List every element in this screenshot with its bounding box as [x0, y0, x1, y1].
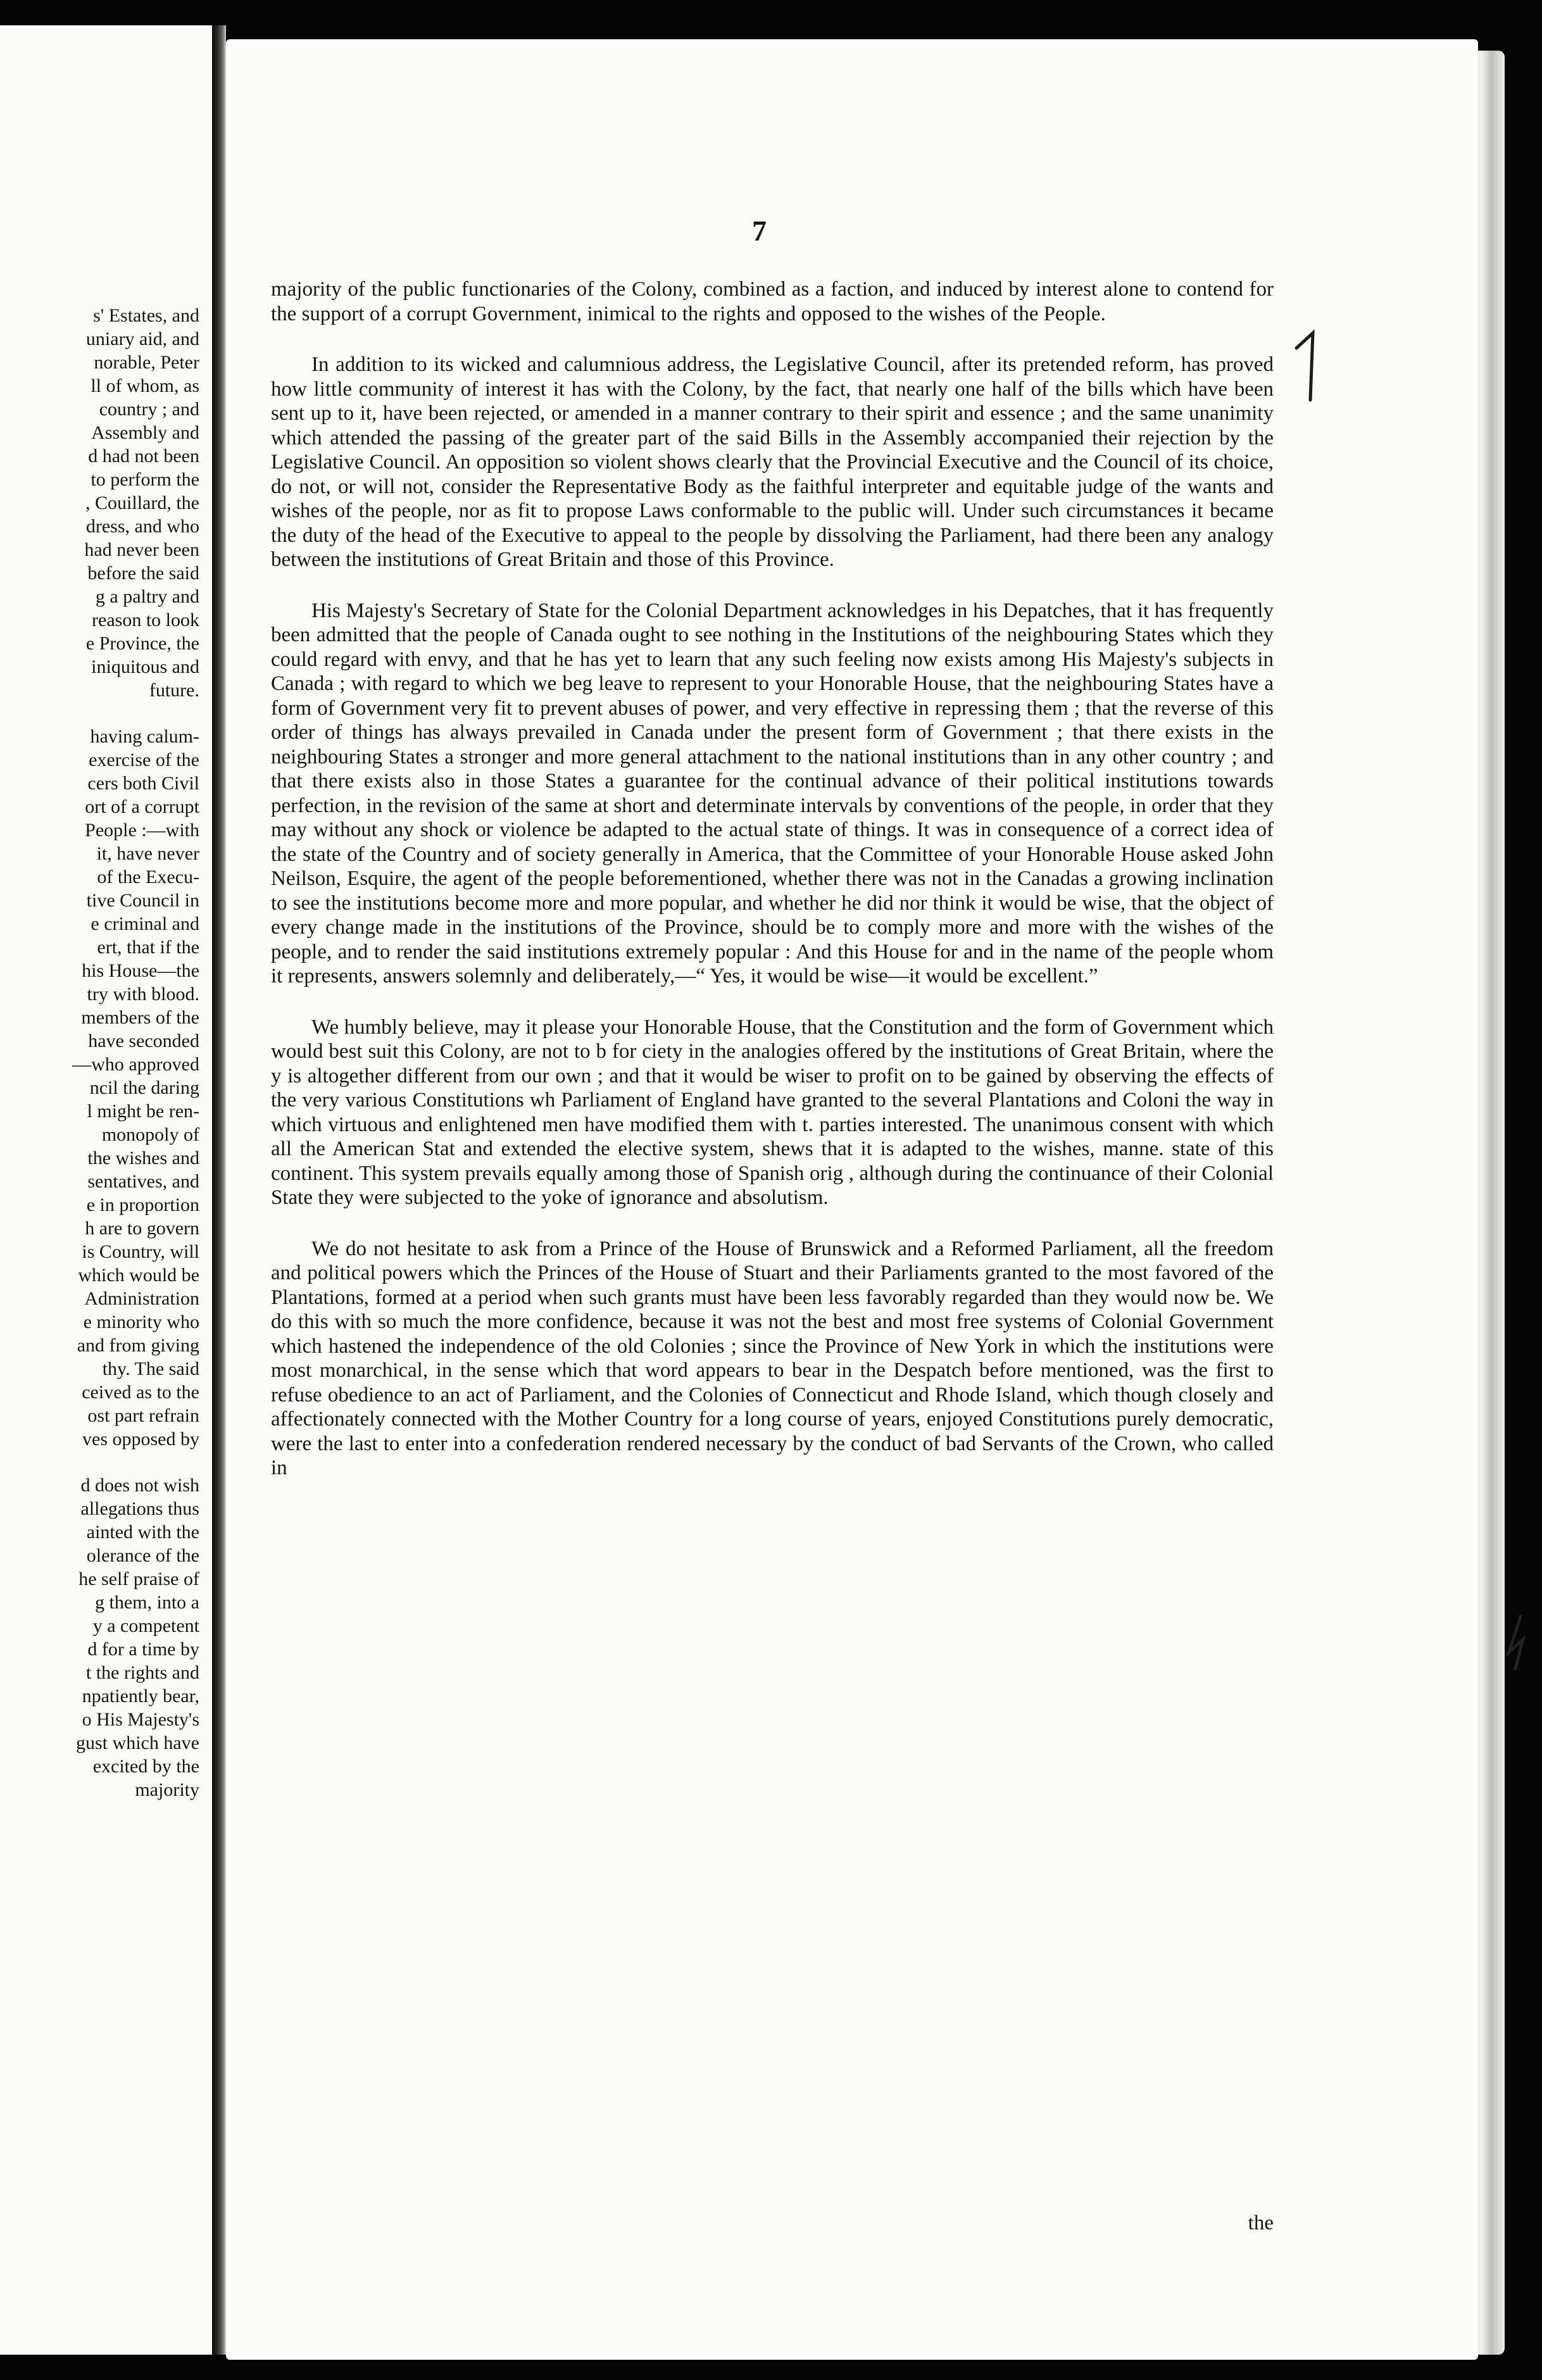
facing-page-line: before the said	[87, 563, 199, 584]
facing-page-line: y a competent	[92, 1615, 199, 1636]
facing-page-line: tive Council in	[86, 890, 199, 911]
facing-page-line: reason to look	[92, 610, 199, 630]
page-number: 7	[752, 215, 767, 247]
facing-page-line: ll of whom, as	[91, 375, 199, 396]
facing-page-line: ert, that if the	[97, 937, 199, 958]
facing-page-line: ost part refrain	[87, 1405, 199, 1426]
paragraph: His Majesty's Secretary of State for the Colonial Department acknowledges in his Depatches, that it has frequently been admitted that the people of Canada ought to see nothing in the Institutions of the neighbouring States which they could regard with envy, and that he has yet to learn that any such feeling now exists among His Majesty's subjects in Canada ; with regard to which we beg leave to represent to your Honorable House, that the neighbouring States have a form of Government very fit to prevent abuses of power, and very effective in repressing them ; that the reverse of this order of things has always prevailed in Canada under the present form of Government ; that there exists in the neighbouring States a stronger and more general attachment to the national institutions than in any other country ; and that there exists also in those States a guarantee for the continual advance of their political institutions towards perfection, in the revision of the same at short and determinate intervals by conventions of the people, in order that they may without any shock or violence be adapted to the actual state of things. It was in consequence of a correct idea of the state of the Country and of society generally in America, that the Committee of your Honorable House asked John Neilson, Esquire, the agent of the people beforementioned, whether there was not in the Canadas a growing inclination to see the institutions become more and more popular, and whether he did nor think it would be wise, that the object of every change made in the institutions of the Province, should be to comply more and more with the wishes of the people, and to render the said institutions extremely popular : And this House for and in the name of the people whom it represents, answers solemnly and deliberately,—“ Yes, it would be wise—it would be excellent.”	[271, 599, 1274, 987]
facing-page-line: monopoly of	[101, 1124, 199, 1145]
facing-page-line: ncil the daring	[89, 1077, 199, 1098]
facing-page-line: d for a time by	[87, 1639, 199, 1660]
facing-page-line: having calum-	[90, 726, 199, 747]
facing-page-line: thy. The said	[102, 1358, 199, 1379]
facing-page-line: d had not been	[88, 446, 199, 467]
facing-page-line: gust which have	[76, 1732, 199, 1753]
facing-page-line: d does not wish	[80, 1475, 199, 1496]
facing-page-line: he self praise of	[78, 1569, 199, 1589]
facing-page-line: uniary aid, and	[85, 329, 199, 349]
facing-page-line: —who approved	[72, 1054, 199, 1075]
facing-page-line: which would be	[78, 1265, 199, 1286]
facing-page-line: e Province, the	[85, 633, 199, 654]
facing-page-line: npatiently bear,	[82, 1686, 199, 1707]
facing-page-line: ainted with the	[86, 1522, 199, 1543]
facing-page-line: People :—with	[85, 820, 199, 841]
facing-page-gap	[0, 1451, 199, 1474]
facing-page-line: sentatives, and	[87, 1171, 199, 1192]
facing-page-line: o His Majesty's	[82, 1709, 199, 1730]
body-text	[271, 277, 1274, 1481]
facing-page-line: h are to govern	[85, 1218, 199, 1239]
facing-page-line: is Country, will	[82, 1241, 199, 1262]
facing-page-line: norable, Peter	[94, 352, 199, 373]
facing-page-line: majority	[135, 1779, 199, 1800]
facing-page-line: e minority who	[83, 1312, 199, 1332]
facing-page-line: g a paltry and	[95, 586, 199, 607]
paragraph: majority of the public functionaries of the Colony, combined as a faction, and induced by interest alone to contend for the support of a corrupt Government, inimical to the rights and opposed to the wishes of the People.	[271, 278, 1274, 325]
facing-page-line: excited by the	[92, 1756, 199, 1777]
facing-page-line: future.	[149, 680, 199, 701]
paragraph-gap	[271, 1210, 1274, 1237]
facing-page-line: ves opposed by	[82, 1429, 199, 1450]
facing-page-line: and from giving	[77, 1335, 199, 1356]
facing-page-gap	[0, 702, 199, 725]
facing-page-line: to perform the	[91, 469, 199, 490]
facing-page-line: dress, and who	[85, 516, 199, 537]
facing-page-line: e in proportion	[86, 1194, 199, 1215]
paragraph: In addition to its wicked and calumnious address, the Legislative Council, after its pretended reform, has proved how little community of interest it has with the Colony, by the fact, that nearly one half of the bills which have been sent up to it, have been rejected, or amended in a manner contrary to their spirit and essence ; and the same unanimity which attended the passing of the greater part of the said Bills in the Assembly accompanied their rejection by the Legislative Council. An opposition so violent shows clearly that the Provincial Executive and the Council of its choice, do not, or will not, consider the Representative Body as the faithful interpreter and equitable judge of the wants and wishes of the people, nor as fit to propose Laws conformable to the public will. Under such circumstances it became the duty of the head of the Executive to appeal to the people by dissolving the Parliament, had there been any analogy between the institutions of Great Britain and those of this Province.	[271, 353, 1274, 571]
facing-page-line: s' Estates, and	[93, 305, 199, 326]
catchword: the	[1248, 2212, 1274, 2234]
facing-page-line: members of the	[81, 1007, 199, 1028]
paragraph-gap	[271, 989, 1274, 1015]
facing-page-line: had never been	[84, 539, 199, 560]
ink-blot-mark	[1501, 1614, 1533, 1671]
facing-page	[0, 25, 212, 2355]
facing-page-line: allegations thus	[80, 1498, 199, 1519]
facing-page-line: ceived as to the	[82, 1382, 199, 1403]
facing-page-line: Administration	[84, 1288, 199, 1309]
paragraph-gap	[271, 326, 1274, 353]
facing-page-line: it, have never	[96, 843, 199, 864]
facing-page-line: the wishes and	[87, 1148, 199, 1168]
paragraph: We humbly believe, may it please your Honorable House, that the Constitution and the form of Government which would best suit this Colony, are not to b for ciety in the analogies offered by the institutions of Great Britain, where the y is altogether different from our own ; and that it would be wiser to profit on to be gained by observing the effects of the very various Constitutions wh Parliament of England have granted to the several Plantations and Coloni the way in which virtuous and enlightened men have modified them with t. parties interested. The unanimous consent with which all the American Stat and extended the elective system, shews that it is adapted to the wishes, manne. state of this continent. This system prevails equally among those of Spanish orig , although during the continuance of their Colonial State they were subjected to the yoke of ignorance and absolutism.	[271, 1015, 1274, 1209]
margin-note-mark	[1291, 329, 1323, 405]
facing-page-line: Assembly and	[91, 422, 199, 443]
facing-page-line: cers both Civil	[87, 773, 199, 794]
facing-page-line: have seconded	[88, 1030, 199, 1051]
facing-page-line: g them, into a	[95, 1592, 199, 1613]
facing-page-line: , Couillard, the	[85, 492, 199, 513]
facing-page-line: exercise of the	[89, 749, 199, 770]
facing-page-line: his House—the	[82, 960, 199, 981]
facing-page-line: t the rights and	[85, 1662, 199, 1683]
paragraph: We do not hesitate to ask from a Prince of the House of Brunswick and a Reformed Parliament, all the freedom and political powers which the Princes of the House of Stuart and their Parliaments granted to the most favored of the Plantations, formed at a period when such grants must have been less favorably regarded than they would now be. We do this with so much the more confidence, because it was not the best and most free systems of Colonial Government which hastened the independence of the old Colonies ; since the Province of New York in which the institutions were most monarchical, in the sense which that word appears to bear in the Despatch before mentioned, was the first to refuse obedience to an act of Parliament, and the Colonies of Connecticut and Rhode Island, which though closely and affectionately connected with the Mother Country for a long course of years, enjoyed Constitutions purely democratic, were the last to enter into a confederation rendered necessary by the conduct of bad Servants of the Crown, who called in	[271, 1237, 1274, 1479]
facing-page-line: olerance of the	[86, 1545, 199, 1566]
facing-page-text	[0, 304, 199, 1801]
facing-page-line: e criminal and	[91, 913, 199, 934]
facing-page-line: ort of a corrupt	[85, 796, 199, 817]
paragraph-gap	[271, 572, 1274, 599]
facing-page-line: of the Execu-	[97, 867, 199, 887]
facing-page-line: l might be ren-	[87, 1101, 199, 1122]
facing-page-line: country ; and	[99, 399, 199, 420]
facing-page-line: try with blood.	[87, 984, 199, 1005]
facing-page-line: iniquitous and	[91, 656, 199, 677]
book-gutter	[212, 25, 226, 2355]
